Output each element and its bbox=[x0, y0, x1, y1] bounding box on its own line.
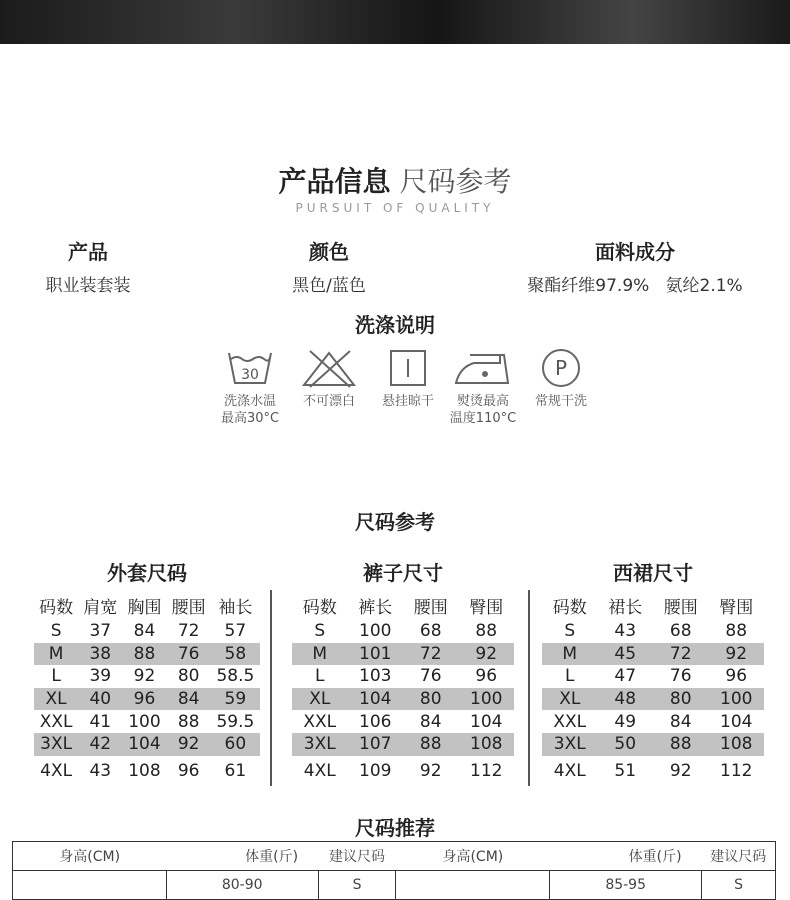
rec-col-size: 建议尺码 bbox=[318, 842, 396, 871]
table-row bbox=[34, 710, 260, 733]
pants-title: 裤子尺寸 bbox=[363, 561, 443, 585]
rec-col-weight: 体重(斤) bbox=[166, 842, 318, 871]
table-cell: 57 bbox=[224, 621, 247, 642]
table-cell: 84 bbox=[419, 711, 442, 732]
table-cell: 92 bbox=[709, 643, 765, 666]
column-divider bbox=[270, 590, 272, 786]
table-cell: 41 bbox=[89, 711, 112, 732]
table-cell: 43 bbox=[89, 760, 112, 781]
page-title bbox=[0, 160, 790, 200]
skirt-size-table bbox=[542, 590, 764, 782]
table-cell: 92 bbox=[419, 760, 442, 781]
table-cell: 40 bbox=[78, 688, 122, 711]
page-subtitle: PURSUIT OF QUALITY bbox=[295, 201, 495, 215]
table-cell: 84 bbox=[167, 688, 211, 711]
care-label-iron-2: 温度110°C bbox=[449, 411, 517, 426]
table-cell: 80 bbox=[653, 688, 709, 711]
table-cell: 47 bbox=[614, 666, 637, 687]
table-cell: 101 bbox=[348, 643, 404, 666]
table-cell: 43 bbox=[614, 621, 637, 642]
pants-col-length: 裤长 bbox=[358, 597, 393, 618]
recommend-table bbox=[12, 841, 776, 900]
table-row bbox=[542, 710, 764, 733]
table-cell: 3XL bbox=[292, 733, 348, 756]
table-cell: 108 bbox=[459, 733, 515, 756]
table-cell: 92 bbox=[669, 760, 692, 781]
table-cell: 104 bbox=[122, 733, 166, 756]
table-cell: 4XL bbox=[40, 760, 73, 781]
top-banner bbox=[0, 0, 790, 44]
table-cell: S bbox=[50, 621, 62, 642]
table-cell: 50 bbox=[598, 733, 654, 756]
table-cell: 92 bbox=[459, 643, 515, 666]
table-row bbox=[292, 665, 514, 688]
table-row bbox=[292, 643, 514, 666]
care-label-dryclean: 常规干洗 bbox=[534, 394, 587, 409]
pants-col-waist: 腰围 bbox=[413, 597, 448, 618]
table-cell: 72 bbox=[177, 621, 200, 642]
table-cell: 72 bbox=[403, 643, 459, 666]
table-cell: S bbox=[314, 621, 326, 642]
table-cell: S bbox=[318, 871, 396, 900]
table-cell: 103 bbox=[359, 666, 392, 687]
care-label-wash-1: 洗涤水温 bbox=[223, 394, 276, 409]
table-row bbox=[34, 643, 260, 666]
table-cell: L bbox=[51, 666, 61, 687]
table-cell: XL bbox=[292, 688, 348, 711]
table-cell: 59.5 bbox=[216, 711, 255, 732]
table-cell: 100 bbox=[359, 621, 392, 642]
table-cell: M bbox=[292, 643, 348, 666]
table-row bbox=[292, 688, 514, 711]
table-cell: 109 bbox=[359, 760, 392, 781]
table-cell: 58.5 bbox=[216, 666, 255, 687]
table-cell: 3XL bbox=[542, 733, 598, 756]
care-item-wash bbox=[208, 347, 292, 427]
table-cell bbox=[396, 871, 550, 900]
table-cell: 76 bbox=[669, 666, 692, 687]
rec-col-height: 身高(CM) bbox=[13, 842, 167, 871]
table-cell: 88 bbox=[403, 733, 459, 756]
table-cell: 68 bbox=[669, 621, 692, 642]
column-divider bbox=[528, 590, 530, 786]
jacket-col-chest: 胸围 bbox=[127, 597, 162, 618]
table-cell: 108 bbox=[709, 733, 765, 756]
table-cell: M bbox=[34, 643, 78, 666]
table-row bbox=[13, 871, 776, 900]
table-row bbox=[34, 665, 260, 688]
care-label-bleach: 不可漂白 bbox=[302, 394, 355, 409]
table-row bbox=[542, 620, 764, 643]
table-cell: 49 bbox=[614, 711, 637, 732]
table-cell: 84 bbox=[669, 711, 692, 732]
info-color-label: 颜色 bbox=[309, 240, 349, 264]
table-cell: 80-90 bbox=[166, 871, 318, 900]
table-cell: 42 bbox=[78, 733, 122, 756]
table-cell: 39 bbox=[89, 666, 112, 687]
table-cell: 68 bbox=[419, 621, 442, 642]
table-cell: 88 bbox=[653, 733, 709, 756]
jacket-title: 外套尺码 bbox=[107, 561, 187, 585]
table-cell: 51 bbox=[614, 760, 637, 781]
table-row bbox=[542, 665, 764, 688]
table-cell: 108 bbox=[128, 760, 161, 781]
table-cell: XXL bbox=[39, 711, 73, 732]
care-label-iron-1: 熨烫最高 bbox=[456, 394, 509, 409]
skirt-title: 西裙尺寸 bbox=[613, 561, 693, 585]
info-fabric-label: 面料成分 bbox=[595, 240, 675, 264]
rec-col-size-2: 建议尺码 bbox=[702, 842, 776, 871]
table-row bbox=[542, 688, 764, 711]
table-row bbox=[292, 756, 514, 783]
table-row bbox=[292, 710, 514, 733]
table-cell: 92 bbox=[133, 666, 156, 687]
info-color-value: 黑色/蓝色 bbox=[292, 276, 366, 296]
info-product bbox=[26, 236, 150, 296]
recommend-title: 尺码推荐 bbox=[355, 816, 435, 840]
table-row bbox=[34, 688, 260, 711]
svg-text:30: 30 bbox=[241, 367, 259, 383]
table-cell: L bbox=[315, 666, 325, 687]
info-product-label: 产品 bbox=[68, 240, 108, 264]
table-cell: 4XL bbox=[303, 760, 336, 781]
info-fabric-value: 聚酯纤维97.9% 氨纶2.1% bbox=[527, 276, 743, 296]
table-cell: 48 bbox=[598, 688, 654, 711]
table-row bbox=[292, 733, 514, 756]
svg-text:P: P bbox=[554, 356, 568, 380]
table-cell: 4XL bbox=[553, 760, 586, 781]
wash-30-icon bbox=[225, 347, 275, 389]
recommend-header-row bbox=[13, 842, 776, 871]
table-cell: 76 bbox=[167, 643, 211, 666]
skirt-col-waist: 腰围 bbox=[663, 597, 698, 618]
table-cell: 88 bbox=[725, 621, 748, 642]
table-cell: 38 bbox=[78, 643, 122, 666]
table-row bbox=[34, 620, 260, 643]
table-cell: 96 bbox=[177, 760, 200, 781]
table-cell: 88 bbox=[122, 643, 166, 666]
pants-header-row bbox=[292, 590, 514, 620]
table-cell: 100 bbox=[709, 688, 765, 711]
table-cell: 100 bbox=[128, 711, 161, 732]
care-label-wash-2: 最高30°C bbox=[220, 411, 280, 426]
title-light: 尺码参考 bbox=[399, 165, 512, 198]
table-cell: 76 bbox=[419, 666, 442, 687]
table-cell: 61 bbox=[224, 760, 247, 781]
table-cell: S bbox=[702, 871, 776, 900]
jacket-header-row bbox=[34, 590, 260, 620]
no-bleach-icon bbox=[300, 347, 358, 389]
pants-size-table bbox=[292, 590, 514, 782]
hang-dry-icon bbox=[386, 347, 430, 389]
pants-col-hip: 臀围 bbox=[469, 597, 504, 618]
table-cell: 3XL bbox=[34, 733, 78, 756]
table-row bbox=[542, 733, 764, 756]
table-cell: 107 bbox=[348, 733, 404, 756]
table-cell: 92 bbox=[167, 733, 211, 756]
table-cell: 112 bbox=[720, 760, 753, 781]
care-item-hang bbox=[366, 347, 450, 410]
table-cell: 80 bbox=[177, 666, 200, 687]
table-cell: 100 bbox=[459, 688, 515, 711]
care-item-iron bbox=[441, 347, 525, 427]
table-cell: 88 bbox=[177, 711, 200, 732]
table-cell: 84 bbox=[133, 621, 156, 642]
pants-col-size: 码数 bbox=[302, 597, 337, 618]
jacket-col-sleeve: 袖长 bbox=[218, 597, 253, 618]
table-cell: 112 bbox=[470, 760, 503, 781]
table-row bbox=[542, 643, 764, 666]
table-cell: 72 bbox=[653, 643, 709, 666]
table-cell: 96 bbox=[122, 688, 166, 711]
jacket-size-table bbox=[34, 590, 260, 782]
rec-col-height-2: 身高(CM) bbox=[396, 842, 550, 871]
skirt-col-hip: 臀围 bbox=[719, 597, 754, 618]
table-cell: 80 bbox=[403, 688, 459, 711]
rec-col-weight-2: 体重(斤) bbox=[550, 842, 702, 871]
table-cell: L bbox=[565, 666, 575, 687]
table-cell: XL bbox=[34, 688, 78, 711]
table-cell: 96 bbox=[475, 666, 498, 687]
table-cell: XXL bbox=[553, 711, 587, 732]
table-cell: 37 bbox=[89, 621, 112, 642]
care-label-hang: 悬挂晾干 bbox=[381, 394, 434, 409]
title-bold: 产品信息 bbox=[278, 165, 391, 198]
table-cell: 58 bbox=[211, 643, 260, 666]
table-cell: 85-95 bbox=[550, 871, 702, 900]
iron-icon bbox=[452, 347, 514, 389]
care-title: 洗涤说明 bbox=[355, 313, 435, 337]
size-ref-title: 尺码参考 bbox=[355, 510, 435, 534]
table-cell: XL bbox=[542, 688, 598, 711]
table-row bbox=[292, 620, 514, 643]
table-cell: 59 bbox=[211, 688, 260, 711]
table-row bbox=[34, 733, 260, 756]
skirt-col-size: 码数 bbox=[552, 597, 587, 618]
table-cell: 88 bbox=[475, 621, 498, 642]
skirt-col-length: 裙长 bbox=[608, 597, 643, 618]
jacket-col-waist: 腰围 bbox=[171, 597, 206, 618]
table-row bbox=[34, 756, 260, 783]
table-cell bbox=[13, 871, 167, 900]
table-cell: 96 bbox=[725, 666, 748, 687]
info-color bbox=[262, 236, 396, 296]
jacket-col-shoulder: 肩宽 bbox=[83, 597, 118, 618]
table-row bbox=[542, 756, 764, 783]
care-item-dryclean bbox=[519, 347, 603, 410]
table-cell: 104 bbox=[720, 711, 753, 732]
info-product-value: 职业装套装 bbox=[45, 276, 131, 296]
care-item-bleach bbox=[287, 347, 371, 410]
table-cell: 104 bbox=[470, 711, 503, 732]
skirt-header-row bbox=[542, 590, 764, 620]
table-cell: XXL bbox=[303, 711, 337, 732]
table-cell: 45 bbox=[598, 643, 654, 666]
table-cell: S bbox=[564, 621, 576, 642]
table-cell: M bbox=[542, 643, 598, 666]
table-cell: 104 bbox=[348, 688, 404, 711]
info-fabric bbox=[505, 236, 765, 296]
table-cell: 106 bbox=[359, 711, 392, 732]
dry-clean-icon bbox=[539, 347, 583, 389]
jacket-col-size: 码数 bbox=[39, 597, 74, 618]
table-cell: 60 bbox=[211, 733, 260, 756]
